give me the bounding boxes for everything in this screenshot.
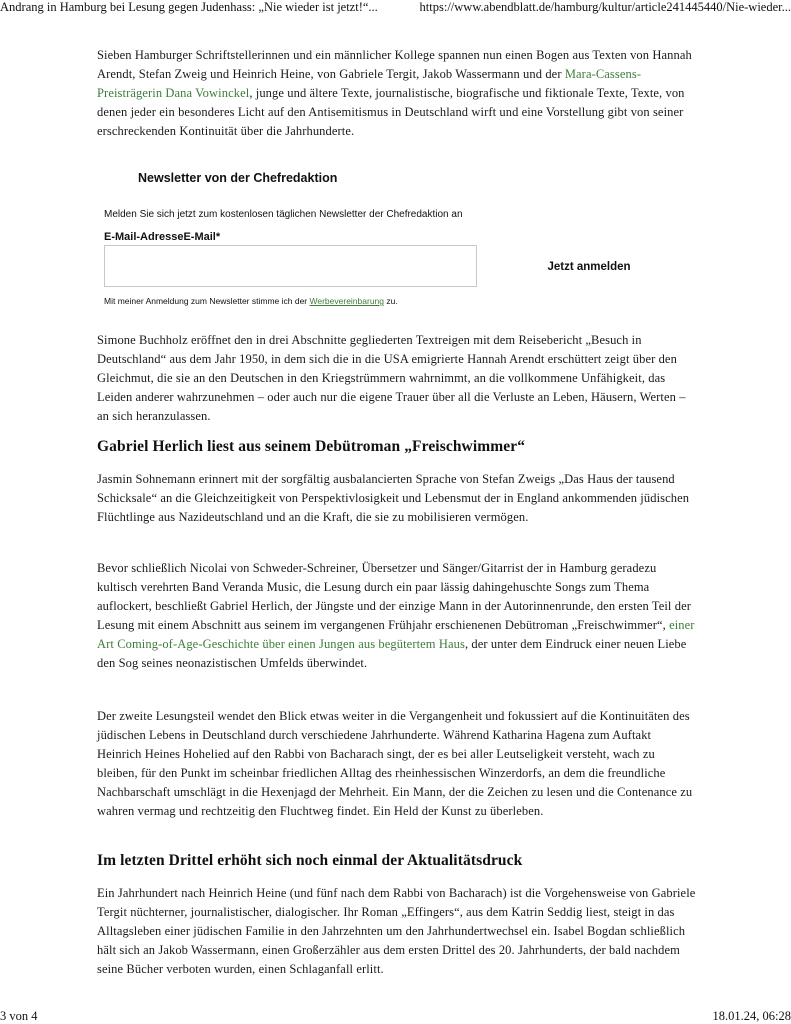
article-paragraph-sohnemann [97, 470, 697, 527]
print-footer [0, 1009, 791, 1024]
paragraph-text: , junge und ältere Texte, journalistische, biografische und fiktionale Texte, Texte, von denen jeder ein besonderes Licht auf den Antisemitismus in Deutschland wirft und eine Vorstellung gibt von seiner erschreckenden Kontinuität über die Jahrhunderte. [97, 86, 685, 138]
print-header-url: https://www.abendblatt.de/hamburg/kultur/article241445440/Nie-wieder... [419, 0, 791, 14]
paragraph-text: Der zweite Lesungsteil wendet den Blick etwas weiter in die Vergangenheit und fokussiert auf die Kontinuitäten des jüdischen Lebens in Deutschland durch verschiedene Jahrhunderte. Während Katharina Hagena zum Auftakt Heinrich Heines Hohelied auf den Rabbi von Bacharach singt, der es bei aller Leutseligkeit versteht, wach zu bleiben, für den Punkt im scheinbar friedlichen Alltag des rheinhessischen Winzerdorfs, an dem die freundliche Nachbarschaft umschlägt in die Hexenjagd der Mehrheit. Ein Mann, der die Zeichen zu lesen und die Contenance zu wahren vermag und rechtzeitig den Fluchtweg findet. Ein Held der Kunst zu überleben. [97, 709, 693, 818]
email-input[interactable] [104, 245, 477, 287]
subheading: Gabriel Herlich liest aus seinem Debütroman „Freischwimmer“ [97, 438, 526, 455]
article-subheading-aktualitaet [97, 851, 697, 871]
paragraph-text: , der unter dem Eindruck einer neuen Liebe den Sog seines neonazistischen Umfelds überwindet. [97, 637, 687, 670]
article-paragraph-intro [97, 46, 697, 141]
ad-agreement-link[interactable]: Werbevereinbarung [309, 296, 384, 306]
link-dana-vowinckel[interactable]: Mara-Cassens-Preisträgerin Dana Vowinckel [97, 67, 642, 100]
print-header-title: Andrang in Hamburg bei Lesung gegen Judenhass: „Nie wieder ist jetzt!“... [0, 0, 378, 14]
article-paragraph-hagena [97, 707, 697, 821]
subheading: Im letzten Drittel erhöht sich noch einmal der Aktualitätsdruck [97, 852, 523, 869]
newsletter-heading: Newsletter von der Chefredaktion [138, 171, 338, 185]
article-paragraph-arendt [97, 331, 697, 426]
email-label: E-Mail-AdresseE-Mail* [104, 231, 221, 243]
print-date: 18.01.24, 06:28 [712, 1009, 791, 1023]
paragraph-text: Simone Buchholz eröffnet den in drei Abschnitte gegliederten Textreigen mit dem Reisebericht „Besuch in Deutschland“ aus dem Jahr 1950, in dem sich die in die USA emigrierte Hannah Arendt erschüttert zeigt über den Gleichmut, die sie an den Deutschen in den Kriegstrümmern wahrnimmt, an die vollkommene Unfähigkeit, das Leiden anderer wahrzunehmen – oder auch nur die eigene Trauer über all die Verluste an Leben, Häusern, Werten – an sich heranzulassen. [97, 333, 686, 423]
article-paragraph-schweder [97, 559, 697, 673]
consent-text-end: zu. [384, 296, 398, 306]
newsletter-consent [104, 296, 398, 306]
paragraph-text: Ein Jahrhundert nach Heinrich Heine (und fünf nach dem Rabbi von Bacharach) ist die Vorgehensweise von Gabriele Tergit nüchterner, journalistischer, dialogischer. Ihr Roman „Effingers“, aus dem Katrin Seddig liest, steigt in das Alltagsleben einer jüdischen Familie in den Jahrzehnten um den Jahrhundertwechsel ein. Isabel Bogdan schließlich hält sich an Jakob Wassermann, einen Großerzähler aus dem ersten Drittel des 20. Jahrhunderts, der bald nachdem seine Bücher verboten wurden, einen Schlaganfall erlitt. [97, 886, 696, 976]
paragraph-text: Sieben Hamburger Schriftstellerinnen und ein männlicher Kollege spannen nun einen Bogen aus Texten von Hannah Arendt, Stefan Zweig und Heinrich Heine, von Gabriele Tergit, Jakob Wassermann und der [97, 48, 692, 81]
link-coming-of-age[interactable]: einer Art Coming-of-Age-Geschichte über einen Jungen aus begütertem Haus [97, 618, 695, 651]
paragraph-text: Jasmin Sohnemann erinnert mit der sorgfältig ausbalancierten Sprache von Stefan Zweigs „Das Haus der tausend Schicksale“ an die Gleichzeitigkeit von Perspektivlosigkeit und Lebensmut der in England ankommenden jüdischen Flüchtlinge aus Nazideutschland und an die Kraft, die sie zu mobilisieren vermögen. [97, 472, 690, 524]
consent-text: Mit meiner Anmeldung zum Newsletter stimme ich der [104, 296, 310, 306]
page-number: 3 von 4 [0, 1009, 38, 1023]
article-subheading-herlich [97, 437, 697, 457]
paragraph-text: Bevor schließlich Nicolai von Schweder-Schreiner, Übersetzer und Sänger/Gitarrist der in Hamburg geradezu kultisch verehrten Band Veranda Music, die Lesung durch ein paar lässig dahingehuschte Songs zum Thema auflockert, beschließt Gabriel Herlich, der Jüngste und der einzige Mann in der Autorinnenrunde, den ersten Teil der Lesung mit einem Abschnitt aus seinem im vergangenen Frühjahr erschienenen Debütroman „Freischwimmer“, [97, 561, 691, 632]
newsletter-signup [104, 170, 664, 310]
subscribe-button[interactable]: Jetzt anmelden [524, 257, 654, 277]
newsletter-intro: Melden Sie sich jetzt zum kostenlosen täglichen Newsletter der Chefredaktion an [104, 209, 463, 220]
print-header [0, 0, 791, 16]
article-paragraph-tergit [97, 884, 697, 979]
